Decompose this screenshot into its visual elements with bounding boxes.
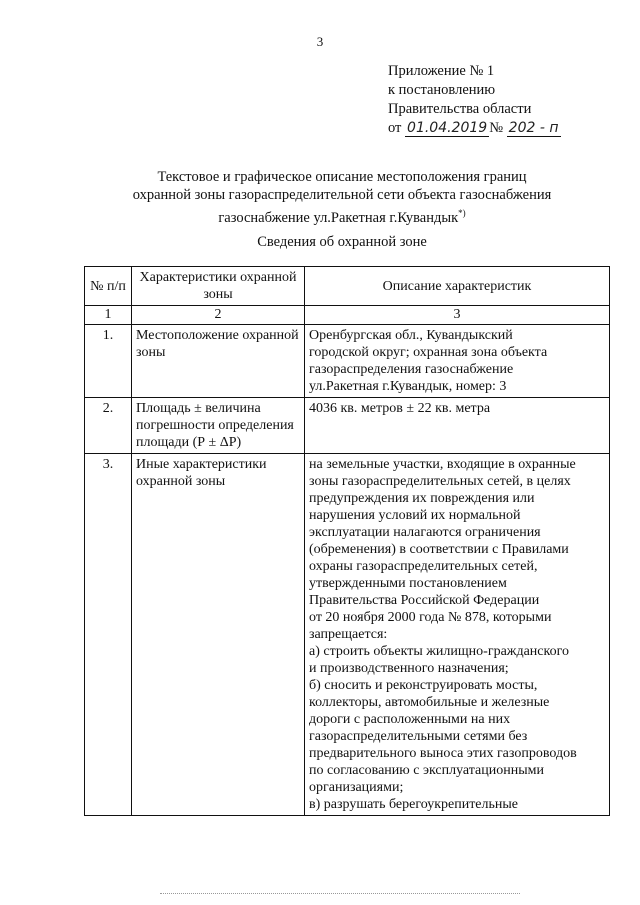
description-line: б) сносить и реконструировать мосты,: [309, 678, 538, 693]
row-num: 1.: [85, 325, 132, 398]
description-line: городской округ; охранная зона объекта: [309, 345, 548, 360]
appendix-line-2: к постановлению: [388, 82, 496, 98]
scan-bottom-edge: [160, 893, 520, 896]
appendix-date-line: [388, 119, 561, 138]
document-title: [70, 168, 614, 227]
title-line-2: охранной зоны газораспределительной сети объекта газоснабжения: [132, 187, 552, 203]
column-number-row: [85, 306, 610, 325]
appendix-block: [388, 62, 561, 138]
page-number: 3: [316, 34, 324, 49]
description-line: 4036 кв. метров ± 22 кв. метра: [309, 401, 491, 416]
description-line: по согласованию с эксплуатационными: [309, 763, 544, 778]
row-num: 2.: [85, 398, 132, 454]
handwritten-number: 202 - п: [508, 120, 559, 136]
description-line: газораспределительными сетями без: [309, 729, 528, 744]
description-line: газораспределения газоснабжение: [309, 362, 514, 377]
title-line-3-text: газоснабжение ул.Ракетная г.Кувандык: [218, 209, 459, 226]
description-line: и производственного назначения;: [309, 661, 509, 676]
row-characteristic: Иные характеристики охранной зоны: [132, 454, 305, 816]
row-characteristic: Местоположение охранной зоны: [132, 325, 305, 398]
description-line: запрещается:: [309, 627, 388, 642]
description-line: в) разрушать берегоукрепительные: [309, 797, 519, 812]
header-characteristic: Характеристики охранной зоны: [132, 267, 305, 306]
description-line: Правительства Российской Федерации: [309, 593, 540, 608]
footnote-mark: *): [458, 208, 466, 218]
description-line: зоны газораспределительных сетей, в целях: [309, 474, 571, 489]
table-row: [85, 325, 610, 398]
handwritten-date: 01.04.2019: [407, 120, 488, 136]
description-line: эксплуатации налагаются ограничения: [309, 525, 541, 540]
description-line: предварительного выноса этих газопроводов: [309, 746, 577, 761]
description-line: а) строить объекты жилищно-гражданского: [309, 644, 569, 659]
description-line: Оренбургская обл., Кувандыкский: [309, 328, 513, 343]
from-label: от: [388, 120, 402, 136]
description-line: (обременения) в соответствии с Правилами: [309, 542, 569, 557]
description-line: на земельные участки, входящие в охранные: [309, 457, 576, 472]
row-description: [305, 454, 610, 816]
description-line: нарушения условий их нормальной: [309, 508, 521, 523]
description-line: от 20 ноября 2000 года № 878, которыми: [309, 610, 552, 625]
description-line: утвержденными постановлением: [309, 576, 507, 591]
header-num: № п/п: [85, 267, 132, 306]
title-line-3: [70, 204, 614, 227]
table-row: [85, 454, 610, 816]
header-description: Описание характеристик: [305, 267, 610, 306]
appendix-line-3: Правительства области: [388, 101, 532, 117]
section-subtitle: Сведения об охранной зоне: [257, 234, 427, 250]
number-label: №: [489, 120, 504, 136]
description-line: ул.Ракетная г.Кувандык, номер: 3: [309, 379, 507, 394]
table-row: [85, 398, 610, 454]
row-description: [305, 398, 610, 454]
description-line: организациями;: [309, 780, 404, 795]
column-number: 3: [305, 306, 610, 325]
table-header-row: [85, 267, 610, 306]
row-description: [305, 325, 610, 398]
description-line: дороги с расположенными на них: [309, 712, 511, 727]
description-line: предупреждения их повреждения или: [309, 491, 535, 506]
column-number: 2: [132, 306, 305, 325]
title-line-1: Текстовое и графическое описание местоположения границ: [157, 169, 527, 185]
column-number: 1: [85, 306, 132, 325]
protection-zone-table: [84, 266, 610, 816]
row-num: 3.: [85, 454, 132, 816]
description-line: коллекторы, автомобильные и железные: [309, 695, 550, 710]
appendix-line-1: Приложение № 1: [388, 63, 495, 79]
row-characteristic: Площадь ± величина погрешности определения площади (Р ± ΔР): [132, 398, 305, 454]
description-line: охраны газораспределительных сетей,: [309, 559, 538, 574]
